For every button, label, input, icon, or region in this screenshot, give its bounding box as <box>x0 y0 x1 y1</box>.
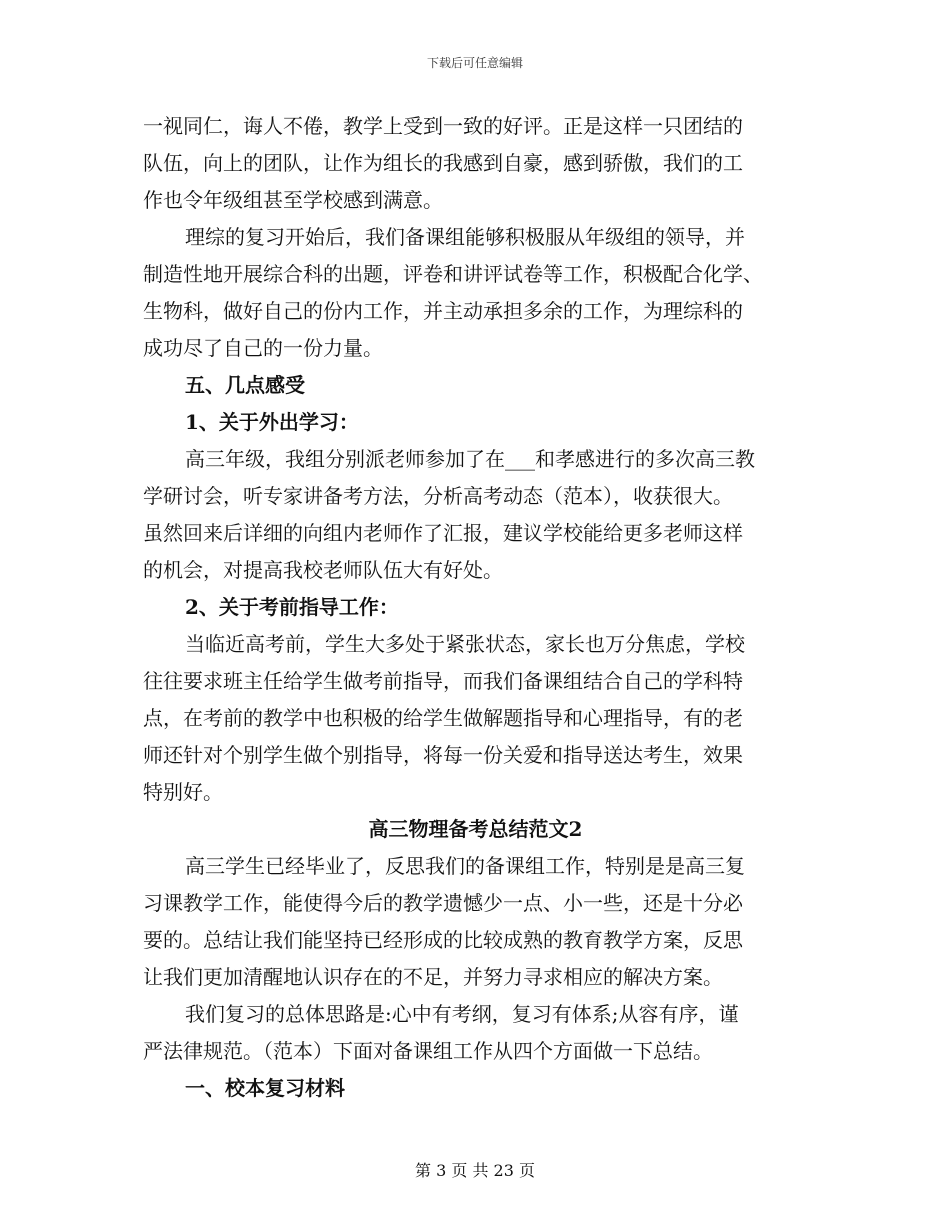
text-line: 高三年级，我组分别派老师参加了在___和孝感进行的多次高三教 <box>185 447 755 471</box>
heading-line: 五、几点感受 <box>185 373 305 397</box>
text-line: 当临近高考前，学生大多处于紧张状态，家长也万分焦虑，学校 <box>185 632 745 656</box>
text-line: 点，在考前的教学中也积极的给学生做解题指导和心理指导，有的老 <box>143 706 743 730</box>
text-line: 学研讨会，听专家讲备考方法，分析高考动态（范本），收获很大。 <box>143 484 733 508</box>
heading-line: 2、关于考前指导工作： <box>185 595 399 619</box>
text-line: 要的。总结让我们能坚持已经形成的比较成熟的教育教学方案，反思 <box>143 928 743 952</box>
heading-line: 1、关于外出学习： <box>185 410 359 434</box>
text-line: 虽然回来后详细的向组内老师作了汇报，建议学校能给更多老师这样 <box>143 521 743 545</box>
text-line: 习课教学工作，能使得今后的教学遗憾少一点、小一些，还是十分必 <box>143 891 743 915</box>
text-line: 生物科，做好自己的份内工作，并主动承担多余的工作，为理综科的 <box>143 299 743 323</box>
text-line: 让我们更加清醒地认识存在的不足，并努力寻求相应的解决方案。 <box>143 965 723 989</box>
text-line: 师还针对个别学生做个别指导，将每一份关爱和指导送达考生，效果 <box>143 743 743 767</box>
text-line: 队伍，向上的团队，让作为组长的我感到自豪，感到骄傲，我们的工 <box>143 151 743 175</box>
document-body <box>143 108 808 1107</box>
section-title: 高三物理备考总结范文2 <box>368 817 583 841</box>
text-line: 理综的复习开始后，我们备课组能够积极服从年级组的领导，并 <box>185 225 745 249</box>
text-line: 成功尽了自己的一份力量。 <box>143 336 383 360</box>
text-line: 特别好。 <box>143 780 223 804</box>
text-line: 高三学生已经毕业了，反思我们的备课组工作，特别是是高三复 <box>185 854 745 878</box>
text-line: 严法律规范。（范本）下面对备课组工作从四个方面做一下总结。 <box>143 1039 713 1063</box>
page-footer: 第 3 页 共 23 页 <box>415 1161 535 1180</box>
text-line: 制造性地开展综合科的出题，评卷和讲评试卷等工作，积极配合化学、 <box>143 262 763 286</box>
text-line: 我们复习的总体思路是:心中有考纲，复习有体系;从容有序，谨 <box>185 1002 739 1026</box>
text-line: 一视同仁，诲人不倦，教学上受到一致的好评。正是这样一只团结的 <box>143 114 743 138</box>
text-line: 作也令年级组甚至学校感到满意。 <box>143 188 443 212</box>
text-line: 往往要求班主任给学生做考前指导，而我们备课组结合自己的学科特 <box>143 669 743 693</box>
text-line: 的机会，对提高我校老师队伍大有好处。 <box>143 558 503 582</box>
heading-line: 一、校本复习材料 <box>185 1076 345 1100</box>
page-header: 下载后可任意编辑 <box>426 56 523 70</box>
